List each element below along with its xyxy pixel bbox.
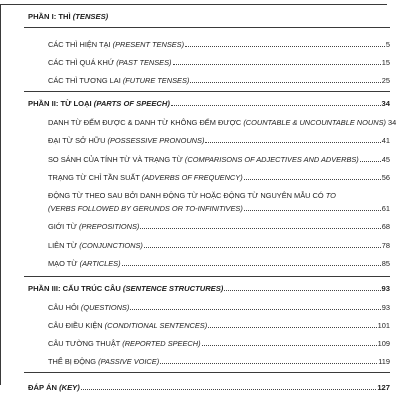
section-1-title-en: (TENSES) — [72, 12, 109, 21]
section-2-title: PHẦN II: TỪ LOẠI — [28, 99, 94, 108]
toc-entry-line2[interactable] — [48, 204, 390, 213]
section-2-title-en: (PARTS OF SPEECH) — [93, 99, 170, 108]
dot-leader — [122, 265, 381, 266]
toc-entry-line1[interactable] — [48, 191, 390, 200]
dot-leader — [244, 179, 381, 180]
page-number: 127 — [377, 383, 390, 392]
entry-label-en: (VERBS FOLLOWED BY GERUNDS OR TO-INFINITIVES) — [48, 204, 243, 213]
section-1-title: PHẦN I: THÌ — [28, 12, 73, 21]
page-number: 78 — [381, 241, 390, 250]
dot-leader — [81, 389, 377, 390]
dot-leader — [160, 363, 377, 364]
toc-entry[interactable] — [48, 118, 397, 127]
dot-leader — [190, 82, 380, 83]
page-number: 85 — [381, 259, 390, 268]
entry-label-en: (PREPOSITIONS) — [79, 222, 140, 231]
entry-label: CÂU ĐIỀU KIỆN — [48, 321, 105, 330]
toc-entry[interactable] — [48, 58, 390, 67]
entry-label-en: (POSSESSIVE PRONOUNS) — [107, 136, 205, 145]
entry-label-en: (COUNTABLE & UNCOUNTABLE NOUNS) — [243, 118, 386, 127]
page-number: 61 — [381, 204, 390, 213]
section-3-title: PHẦN III: CẤU TRÚC CÂU — [28, 284, 123, 293]
entry-label: CÁC THÌ TƯƠNG LAI — [48, 76, 123, 85]
page-number: 25 — [381, 76, 390, 85]
section-divider — [24, 91, 390, 92]
dot-leader — [244, 210, 381, 211]
entry-label-en: (COMPARISONS OF ADJECTIVES AND ADVERBS) — [184, 155, 359, 164]
dot-leader — [205, 142, 380, 143]
page-number: 93 — [381, 303, 390, 312]
page-number: 5 — [385, 40, 390, 49]
entry-label-en: (CONDITIONAL SENTENCES) — [104, 321, 208, 330]
entry-label-en: (ADVERBS OF FREQUENCY) — [141, 173, 243, 182]
page-number: 101 — [377, 321, 390, 330]
page-number: 34 — [387, 118, 397, 127]
toc-entry[interactable] — [48, 136, 390, 145]
dot-leader — [208, 327, 376, 328]
dot-leader — [171, 105, 381, 106]
toc-entry[interactable] — [48, 357, 390, 366]
entry-label: CÁC THÌ HIỆN TẠI — [48, 40, 113, 49]
toc-entry[interactable] — [48, 222, 390, 231]
dot-leader — [140, 228, 380, 229]
dot-leader — [130, 309, 380, 310]
entry-label: ĐẠI TỪ SỞ HỮU — [48, 136, 108, 145]
section-divider — [24, 276, 390, 277]
toc-entry[interactable] — [48, 241, 390, 250]
dot-leader — [224, 290, 380, 291]
entry-label: GIỚI TỪ — [48, 222, 79, 231]
entry-label: MẠO TỪ — [48, 259, 80, 268]
entry-label: THỂ BỊ ĐỘNG — [48, 357, 99, 366]
entry-label: CÂU TƯỜNG THUẬT — [48, 339, 123, 348]
toc-entry[interactable] — [48, 259, 390, 268]
page-number: 119 — [378, 357, 390, 366]
entry-label: TRẠNG TỪ CHỈ TẦN SUẤT — [48, 173, 142, 182]
toc-entry[interactable] — [48, 321, 390, 330]
entry-label: LIÊN TỪ — [48, 241, 80, 250]
section-1-heading[interactable] — [28, 12, 390, 21]
entry-label-en: (PASSIVE VOICE) — [98, 357, 160, 366]
toc-entry[interactable] — [48, 40, 390, 49]
toc-entry[interactable] — [48, 76, 390, 85]
dot-leader — [360, 161, 381, 162]
entry-label-en: (PAST TENSES) — [116, 58, 172, 67]
entry-label-en: (FUTURE TENSES) — [122, 76, 190, 85]
key-title-en: (KEY) — [59, 383, 80, 392]
page-number: 41 — [381, 136, 390, 145]
page-number: 109 — [377, 339, 390, 348]
toc-entry[interactable] — [48, 155, 390, 164]
dot-leader — [185, 46, 385, 47]
toc-entry[interactable] — [48, 303, 390, 312]
entry-label: CÂU HỎI — [48, 303, 81, 312]
toc-entry[interactable] — [48, 173, 390, 182]
entry-label: DANH TỪ ĐẾM ĐƯỢC & DANH TỪ KHÔNG ĐẾM ĐƯỢC — [48, 118, 244, 127]
entry-label-en: TO — [325, 191, 336, 200]
section-key-heading[interactable] — [28, 383, 390, 392]
page-number: 45 — [381, 155, 390, 164]
entry-label-en: (QUESTIONS) — [80, 303, 130, 312]
entry-label: ĐỘNG TỪ THEO SAU BỞI DANH ĐỘNG TỪ HOẶC ĐỘNG TỪ NGUYÊN MẪU CÓ — [48, 191, 326, 200]
page-number: 93 — [381, 284, 390, 293]
entry-label: SO SÁNH CỦA TÍNH TỪ VÀ TRẠNG TỪ — [48, 155, 185, 164]
section-3-title-en: (SENTENCE STRUCTURES) — [122, 284, 224, 293]
section-divider — [24, 27, 390, 28]
page-number: 15 — [381, 58, 390, 67]
entry-label: CÁC THÌ QUÁ KHỨ — [48, 58, 117, 67]
section-divider — [24, 372, 390, 373]
section-2-heading[interactable] — [28, 99, 390, 108]
dot-leader — [144, 247, 381, 248]
page-number: 34 — [381, 99, 390, 108]
entry-label-en: (PRESENT TENSES) — [112, 40, 185, 49]
entry-label-en: (ARTICLES) — [79, 259, 121, 268]
page-number: 68 — [381, 222, 390, 231]
section-3-heading[interactable] — [28, 284, 390, 293]
key-title: ĐÁP ÁN — [28, 383, 60, 392]
dot-leader — [202, 345, 377, 346]
dot-leader — [173, 64, 381, 65]
entry-label-en: (REPORTED SPEECH) — [122, 339, 201, 348]
page-number: 56 — [381, 173, 390, 182]
entry-label-en: (CONJUNCTIONS) — [79, 241, 143, 250]
toc-entry[interactable] — [48, 339, 390, 348]
